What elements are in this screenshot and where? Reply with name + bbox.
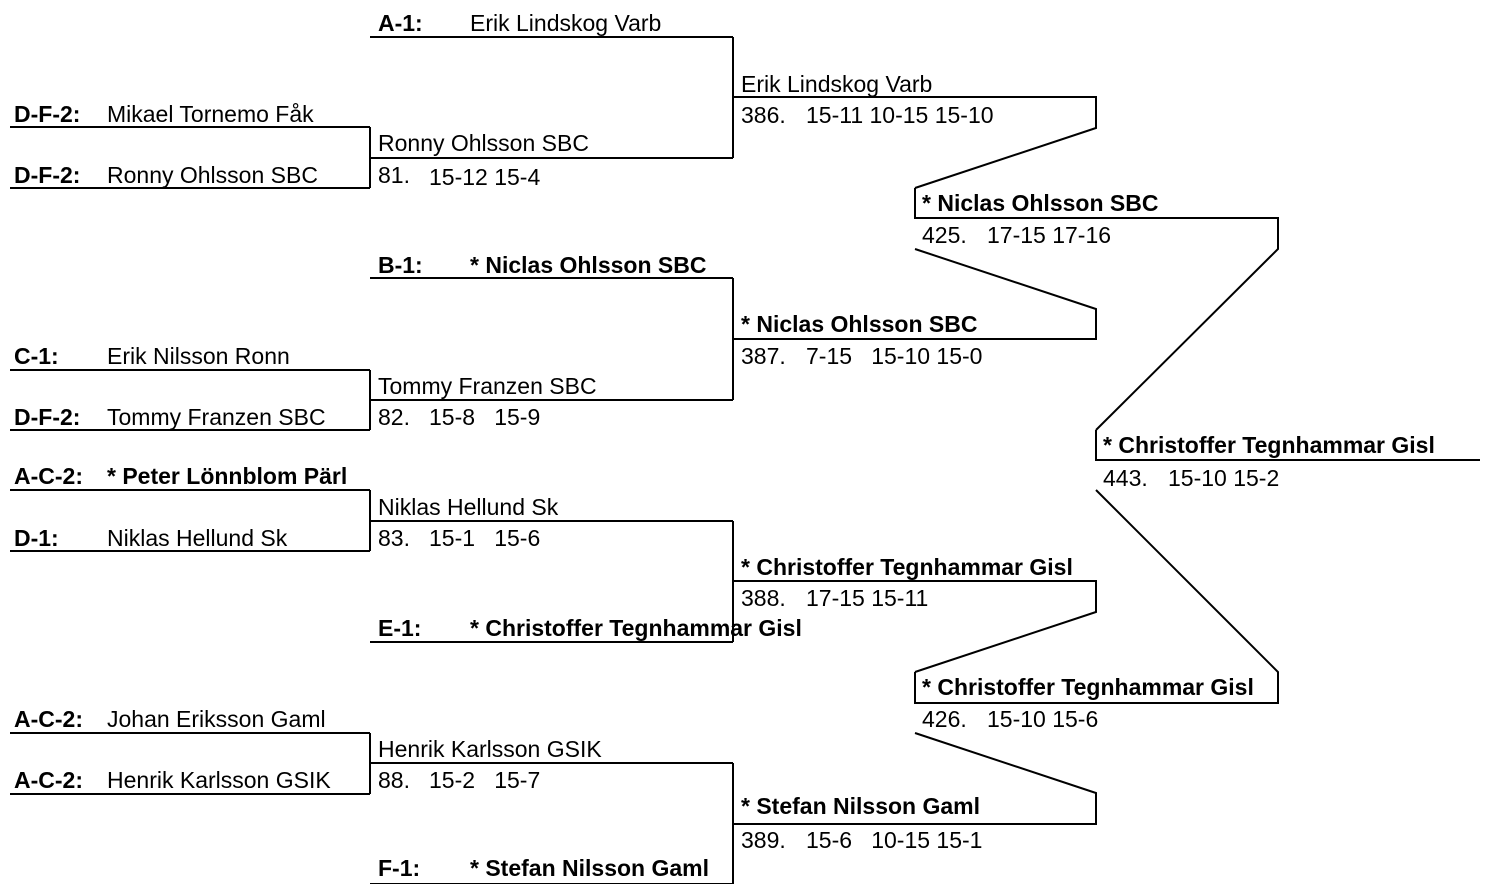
match-result	[370, 736, 733, 793]
match-score: 15-8 15-9	[429, 404, 541, 430]
player-name: * Niclas Ohlsson SBC	[470, 252, 707, 278]
match-score: 15-10 15-6	[987, 706, 1099, 732]
bracket-entry	[10, 162, 370, 188]
bracket-entry	[10, 404, 370, 430]
match-result	[733, 733, 1096, 853]
match-number: 81.	[378, 162, 410, 188]
seed-label: E-1:	[378, 615, 422, 641]
winner-name: * Christoffer Tegnhammar Gisl	[922, 674, 1254, 700]
player-name: Erik Lindskog Varb	[470, 10, 662, 36]
match-result	[733, 554, 1096, 672]
bracket-entry	[10, 463, 370, 490]
match-number: 443.	[1103, 465, 1148, 491]
match-number: 426.	[922, 706, 967, 732]
winner-name: * Christoffer Tegnhammar Gisl	[741, 554, 1073, 580]
match-number: 389.	[741, 827, 786, 853]
seed-label: A-1:	[378, 10, 423, 36]
match-number: 88.	[378, 767, 410, 793]
match-score: 15-1 15-6	[429, 525, 541, 551]
seed-label: C-1:	[14, 343, 59, 369]
match-number: 388.	[741, 585, 786, 611]
seed-label: B-1:	[378, 252, 423, 278]
bracket-entry	[10, 525, 370, 551]
match-result	[370, 373, 733, 430]
match-score: 15-11 10-15 15-10	[806, 102, 994, 128]
bracket-entry	[10, 706, 370, 733]
match-score: 7-15 15-10 15-0	[806, 343, 983, 369]
winner-name: * Niclas Ohlsson SBC	[741, 311, 978, 337]
match-score: 15-10 15-2	[1168, 465, 1280, 491]
player-name: Tommy Franzen SBC	[107, 404, 326, 430]
match-score: 15-12 15-4	[429, 164, 541, 190]
match-number: 425.	[922, 222, 967, 248]
match-score: 17-15 15-11	[806, 585, 929, 611]
winner-name: Niklas Hellund Sk	[378, 494, 559, 520]
match-number: 83.	[378, 525, 410, 551]
seed-label: D-F-2:	[14, 404, 81, 430]
player-name: * Christoffer Tegnhammar Gisl	[470, 615, 802, 641]
bracket-entry	[10, 343, 370, 370]
seed-label: D-1:	[14, 525, 59, 551]
seed-label: A-C-2:	[14, 767, 83, 793]
player-name: Johan Eriksson Gaml	[107, 706, 326, 732]
seed-label: A-C-2:	[14, 463, 83, 489]
seed-entry	[370, 615, 802, 642]
bracket-entry	[10, 101, 370, 127]
seed-label: F-1:	[378, 855, 421, 881]
player-name: Ronny Ohlsson SBC	[107, 162, 318, 188]
winner-name: * Stefan Nilsson Gaml	[741, 793, 981, 819]
seed-entry	[370, 252, 733, 278]
final-result	[1096, 430, 1480, 491]
match-number: 82.	[378, 404, 410, 430]
winner-name: Erik Lindskog Varb	[741, 71, 933, 97]
winner-name: Henrik Karlsson GSIK	[378, 736, 602, 762]
winner-name: * Niclas Ohlsson SBC	[922, 190, 1159, 216]
match-result	[370, 494, 733, 551]
match-number: 386.	[741, 102, 786, 128]
match-score: 15-6 10-15 15-1	[806, 827, 983, 853]
player-name: * Peter Lönnblom Pärl	[107, 463, 348, 489]
match-score: 17-15 17-16	[987, 222, 1112, 248]
match-result	[733, 249, 1096, 369]
seed-label: A-C-2:	[14, 706, 83, 732]
match-result	[733, 71, 1096, 188]
player-name: Niklas Hellund Sk	[107, 525, 288, 551]
player-name: Mikael Tornemo Fåk	[107, 101, 314, 127]
winner-name: Ronny Ohlsson SBC	[378, 130, 589, 156]
match-result	[370, 130, 733, 190]
seed-entry	[370, 855, 733, 884]
player-name: Henrik Karlsson GSIK	[107, 767, 331, 793]
match-score: 15-2 15-7	[429, 767, 541, 793]
winner-name: * Christoffer Tegnhammar Gisl	[1103, 432, 1435, 458]
player-name: Erik Nilsson Ronn	[107, 343, 290, 369]
winner-name: Tommy Franzen SBC	[378, 373, 597, 399]
seed-label: D-F-2:	[14, 101, 81, 127]
bracket-entry	[10, 767, 370, 794]
player-name: * Stefan Nilsson Gaml	[470, 855, 710, 881]
match-number: 387.	[741, 343, 786, 369]
seed-entry	[370, 10, 733, 37]
seed-label: D-F-2:	[14, 162, 81, 188]
